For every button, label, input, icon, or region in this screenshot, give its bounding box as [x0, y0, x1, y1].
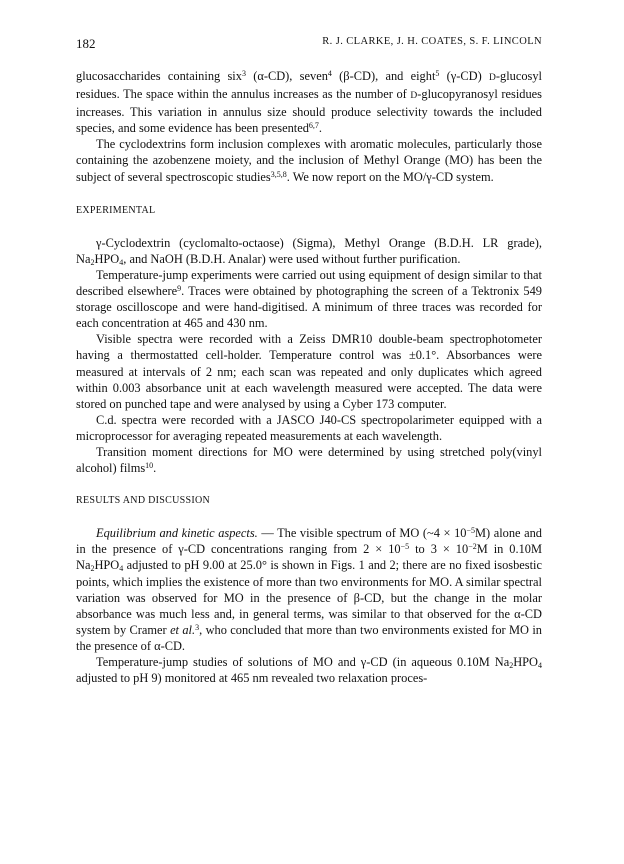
article-body — [76, 68, 542, 686]
experimental-paragraph-transition-moment: Transition moment directions for MO were determined by using stretched poly(vinyl alcohol) films$^{10}$. — [76, 444, 542, 476]
experimental-paragraph-cd-spectra: C.d. spectra were recorded with a JASCO J40-CS spectropolarimeter equipped with a microprocessor for averaging repeated measurements at each wavelength. — [76, 412, 542, 443]
intro-paragraph-2: The cyclodextrins form inclusion complexes with aromatic molecules, particularly those containing the azobenzene moiety, and the inclusion of Methyl Orange (MO) has been the subject of several spectroscopic studies$^{3,5,8}$. We now report on the MO/γ-CD system. — [76, 137, 542, 184]
experimental-paragraph-visible-spectra: Visible spectra were recorded with a Zeiss DMR10 double-beam spectrophotometer having a thermostatted cell-holder. Temperature control was ±0.1°. Absorbances were measured at intervals of 2 nm; each scan was repeated and only duplicates which agreed within 0.003 absorbance unit at each wavelength measured were accepted. The data were stored on punched tape and were analysed by using a Cyber 173 computer. — [76, 332, 542, 411]
page-header — [76, 36, 542, 52]
experimental-paragraph-materials: γ-Cyclodextrin (cyclomalto-octaose) (Sigma), Methyl Orange (B.D.H. LR grade), $Na_2HPO_4$, and NaOH (B.D.H. Analar) were used without further purification. — [76, 235, 542, 267]
subsection-title: Equilibrium and kinetic aspects. — [96, 526, 258, 541]
results-paragraph-equilibrium: Equilibrium and kinetic aspects. — The visible spectrum of MO (~4 × $10^{-5}M$) alone and in the presence of γ-CD concentrations ranging from $2 \times 10^{-5}$ to $3 \times 10^{-2}M$ in 0.10M $Na_2HPO_4$ adjusted to pH 9.00 at 25.0° is shown in Figs. 1 and 2; there are no fixed isosbestic points, which implies the existence of more than two environments for MO. A similar spectral variation was observed for MO in the presence of β-CD, but the change in the molar absorbance was much less and, in general terms, was similar to that observed for the α-CD system by Cramer et al.$^3$, who concluded that more than two environments existed for MO in the presence of α-CD. — [76, 526, 542, 653]
section-heading-results: RESULTS AND DISCUSSION — [76, 495, 211, 507]
running-head-authors: R. J. CLARKE, J. H. COATES, S. F. LINCOLN — [322, 36, 542, 47]
intro-paragraph-1: glucosaccharides containing six$^3$ (α-CD), seven$^4$ (β-CD), and eight$^5$ (γ-CD) D-glucosyl residues. The space within the annulus increases as the number of D-glucopyranosyl residues increases. This variation in annulus size should produce selectivity towards the included species, and some evidence has been presented$^{6,7}$. — [76, 69, 543, 136]
section-heading-experimental: EXPERIMENTAL — [76, 204, 156, 216]
experimental-paragraph-temperature-jump: Temperature-jump experiments were carried out using equipment of design similar to that described elsewhere$^9$. Traces were obtained by photographing the screen of a Tektronix 549 storage oscilloscope and were hand-digitised. A minimum of three traces was recorded for each concentration at 465 and 430 nm. — [76, 267, 542, 331]
results-paragraph-temperature-jump: Temperature-jump studies of solutions of MO and γ-CD (in aqueous 0.10M $Na_2HPO_4$ adjusted to pH 9) monitored at 465 nm revealed two relaxation proces- — [76, 655, 542, 686]
page-number: 182 — [76, 36, 96, 51]
